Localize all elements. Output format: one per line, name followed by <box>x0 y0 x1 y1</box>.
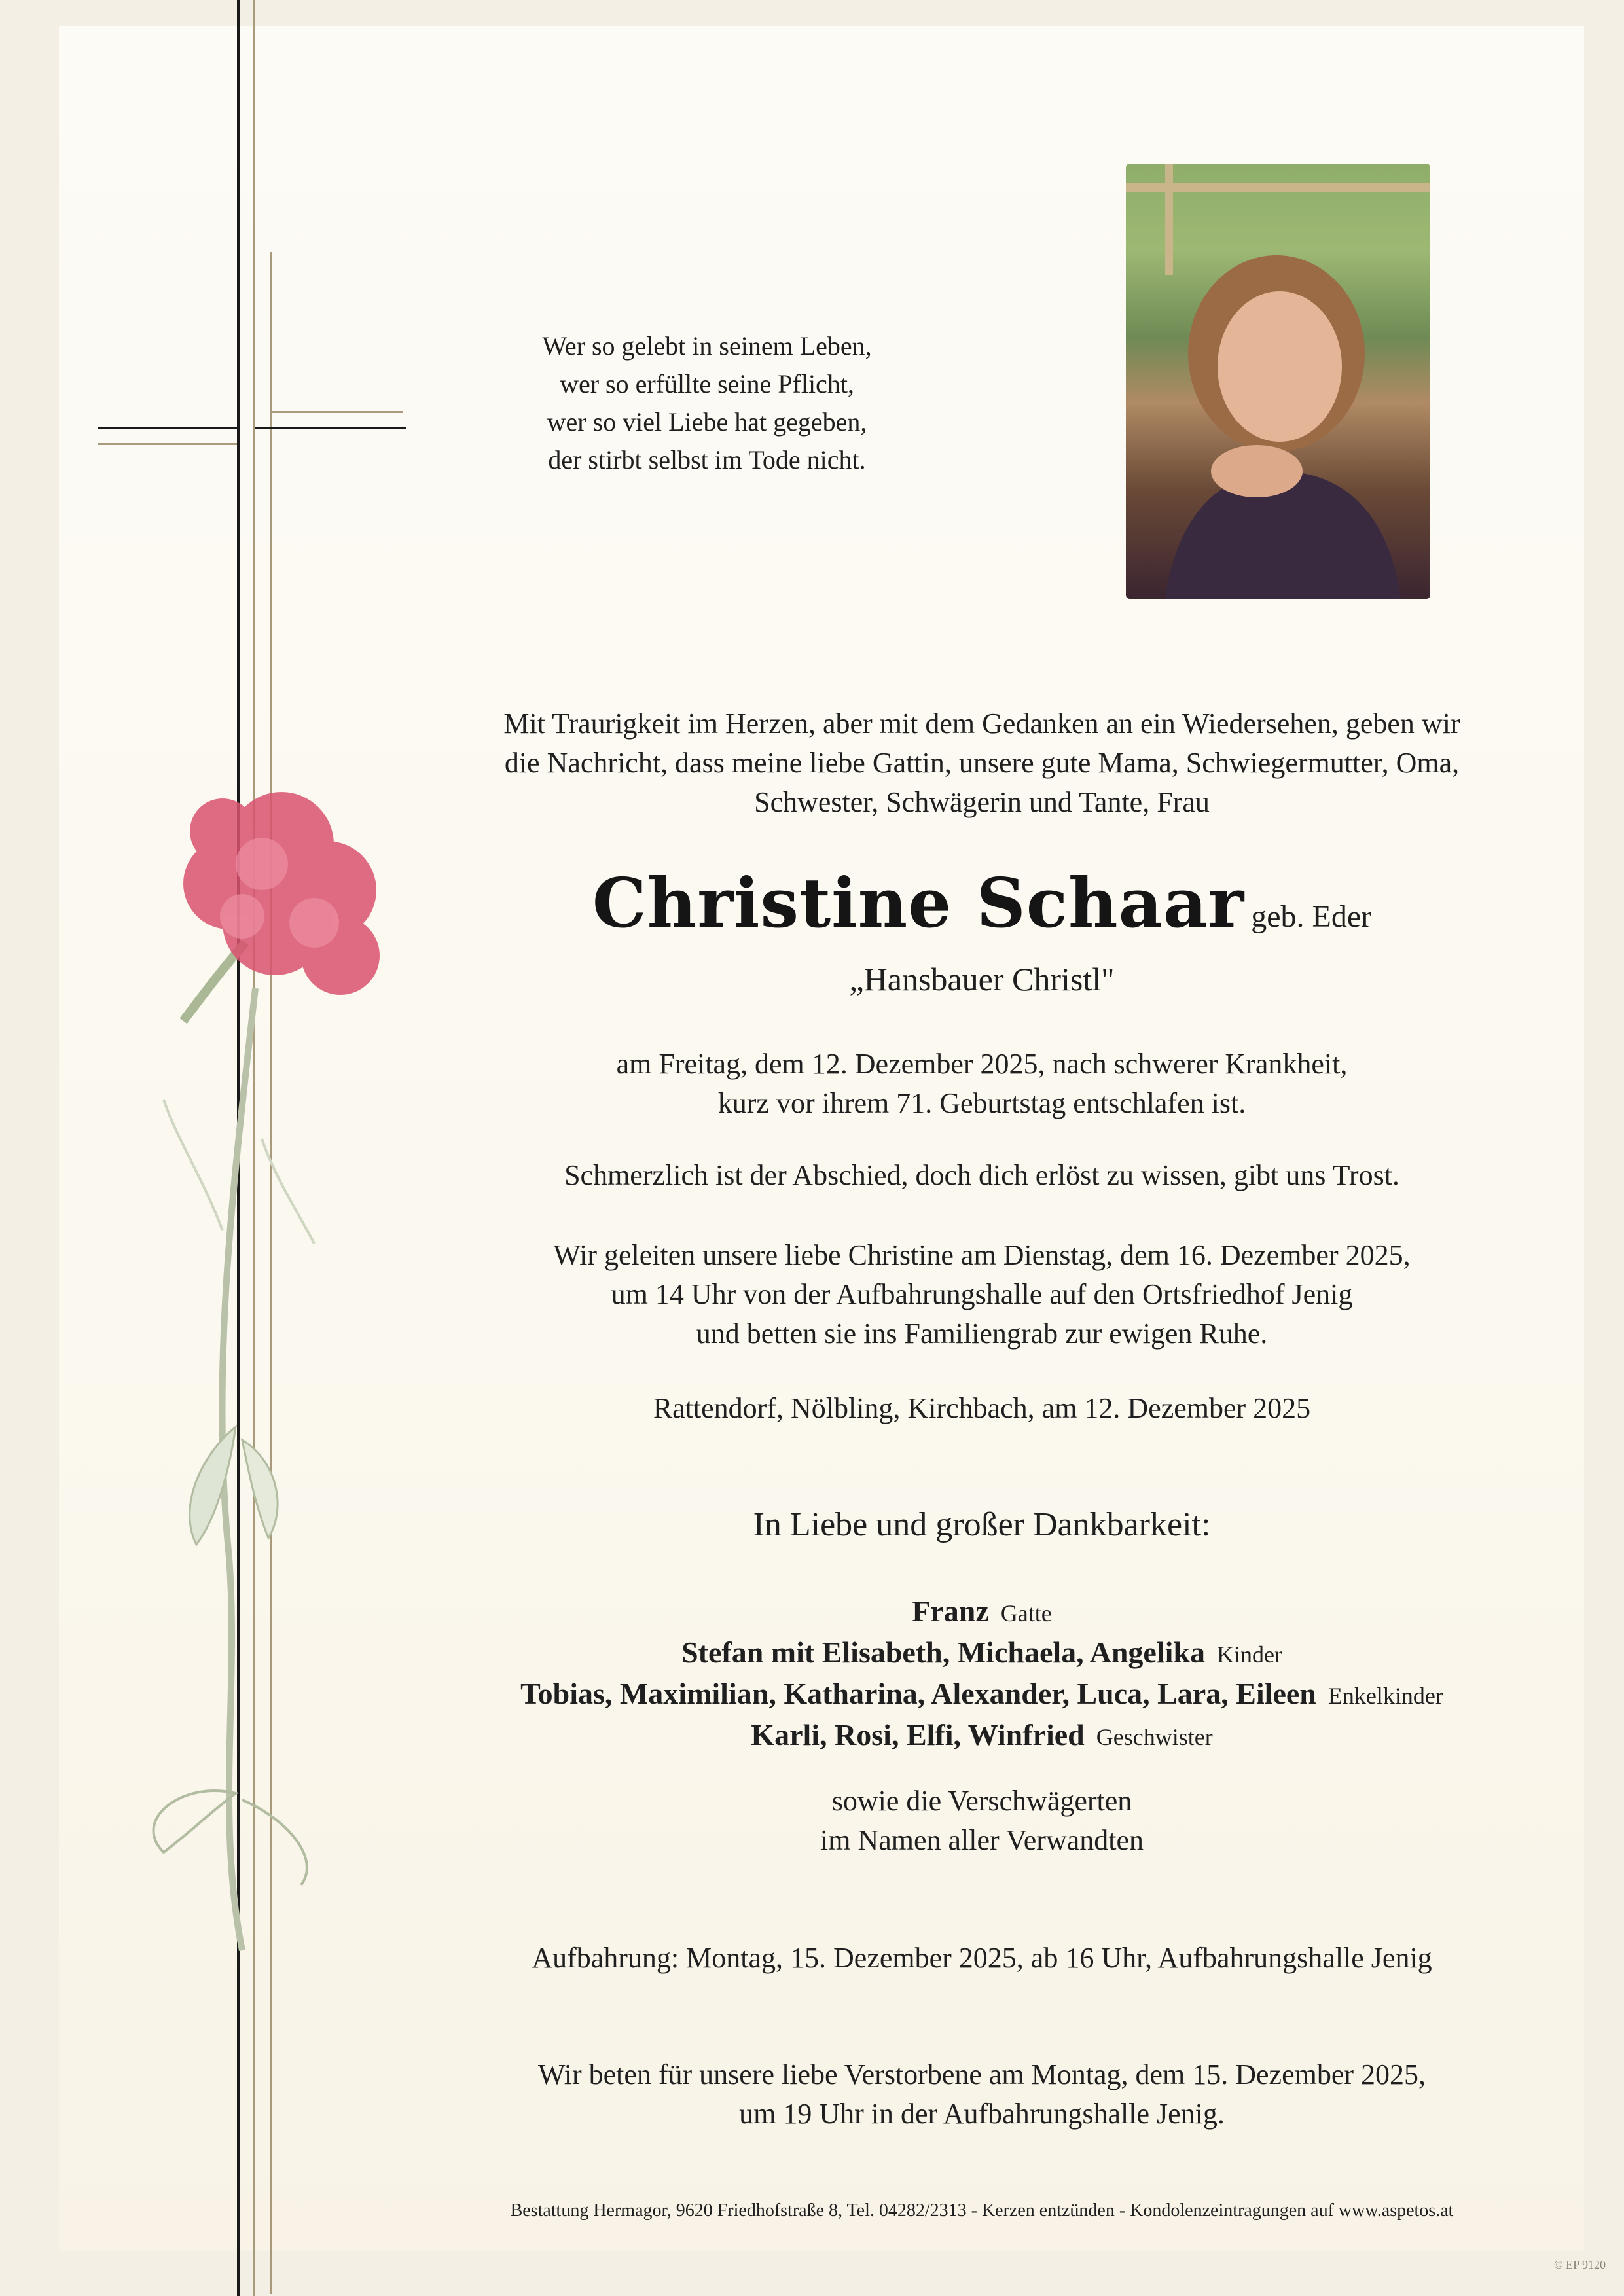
cross-bar-dark-left <box>98 427 237 429</box>
mourner-relation: Gatte <box>1000 1600 1052 1626</box>
funeral-line: um 14 Uhr von der Aufbahrungshalle auf den Ortsfriedhof Jenig <box>611 1278 1353 1310</box>
portrait-photo <box>1126 164 1430 599</box>
grief-line: Schmerzlich ist der Abschied, doch dich erlöst zu wissen, gibt uns Trost. <box>564 1159 1399 1191</box>
death-line: am Freitag, dem 12. Dezember 2025, nach schwerer Krankheit, <box>616 1048 1348 1080</box>
viewing-info: Aufbahrung: Montag, 15. Dezember 2025, ab 16 Uhr, Aufbahrungshalle Jenig <box>532 1942 1432 1974</box>
deceased-nickname: „Hansbauer Christl" <box>849 961 1115 997</box>
funeral-line: Wir geleiten unsere liebe Christine am Dienstag, dem 16. Dezember 2025, <box>553 1239 1411 1271</box>
mourner-relation: Kinder <box>1216 1641 1282 1668</box>
undertaker-footer: Bestattung Hermagor, 9620 Friedhofstraße 8, Tel. 04282/2313 - Kerzen entzünden - Kondolenzeintragungen auf www.aspetos.at <box>510 2200 1454 2221</box>
intro-line: Mit Traurigkeit im Herzen, aber mit dem Gedanken an ein Wiedersehen, geben wir <box>503 708 1460 740</box>
verse-line: der stirbt selbst im Tode nicht. <box>548 445 866 475</box>
verse-line: wer so viel Liebe hat gegeben, <box>547 407 867 437</box>
intro-line: Schwester, Schwägerin und Tante, Frau <box>754 786 1210 818</box>
cross-bar-gold-right <box>272 411 403 413</box>
intro-line: die Nachricht, dass meine liebe Gattin, unsere gute Mama, Schwiegermutter, Oma, <box>504 747 1460 779</box>
funeral-details <box>367 1236 1597 1354</box>
portrait-figure <box>1126 164 1430 599</box>
mourner-names: Tobias, Maximilian, Katharina, Alexander, Luca, Lara, Eileen <box>520 1677 1316 1710</box>
mourner-row <box>367 1633 1597 1674</box>
cross-bar-gold-left <box>98 443 237 445</box>
deceased-name-line <box>367 863 1597 943</box>
thanks-heading: In Liebe und großer Dankbarkeit: <box>753 1506 1211 1543</box>
funeral-line: und betten sie ins Familiengrab zur ewigen Ruhe. <box>696 1318 1268 1350</box>
template-code: © EP 9120 <box>1553 2258 1606 2271</box>
prayer-line: Wir beten für unsere liebe Verstorbene am Montag, dem 15. Dezember 2025, <box>537 2058 1426 2090</box>
mourner-relation: Enkelkinder <box>1327 1683 1443 1709</box>
mourner-names: Stefan mit Elisabeth, Michaela, Angelika <box>681 1636 1205 1669</box>
inlaws-line: sowie die Verschwägerten <box>831 1785 1132 1817</box>
death-notice <box>367 1045 1597 1123</box>
verse-line: wer so erfüllte seine Pflicht, <box>560 369 854 399</box>
inlaws-note <box>367 1782 1597 1860</box>
verse-line: Wer so gelebt in seinem Leben, <box>542 331 872 361</box>
inlaws-line: im Namen aller Verwandten <box>820 1824 1144 1856</box>
memorial-verse <box>471 327 943 479</box>
mourner-relation: Geschwister <box>1096 1724 1213 1750</box>
cross-bar-dark-right <box>255 427 406 429</box>
mourner-row <box>367 1715 1597 1757</box>
prayer-info <box>367 2055 1597 2134</box>
mourner-row <box>367 1592 1597 1633</box>
mourners-list <box>367 1592 1597 1757</box>
place-date: Rattendorf, Nölbling, Kirchbach, am 12. Dezember 2025 <box>653 1392 1311 1424</box>
deceased-name: Christine Schaar <box>592 863 1245 943</box>
prayer-line: um 19 Uhr in der Aufbahrungshalle Jenig. <box>739 2098 1225 2130</box>
maiden-name: geb. Eder <box>1251 899 1372 934</box>
death-line: kurz vor ihrem 71. Geburtstag entschlafen ist. <box>717 1087 1246 1119</box>
mourner-row <box>367 1674 1597 1715</box>
mourner-names: Karli, Rosi, Elfi, Winfried <box>751 1718 1085 1751</box>
announcement-intro <box>367 704 1597 822</box>
mourner-names: Franz <box>912 1594 989 1628</box>
